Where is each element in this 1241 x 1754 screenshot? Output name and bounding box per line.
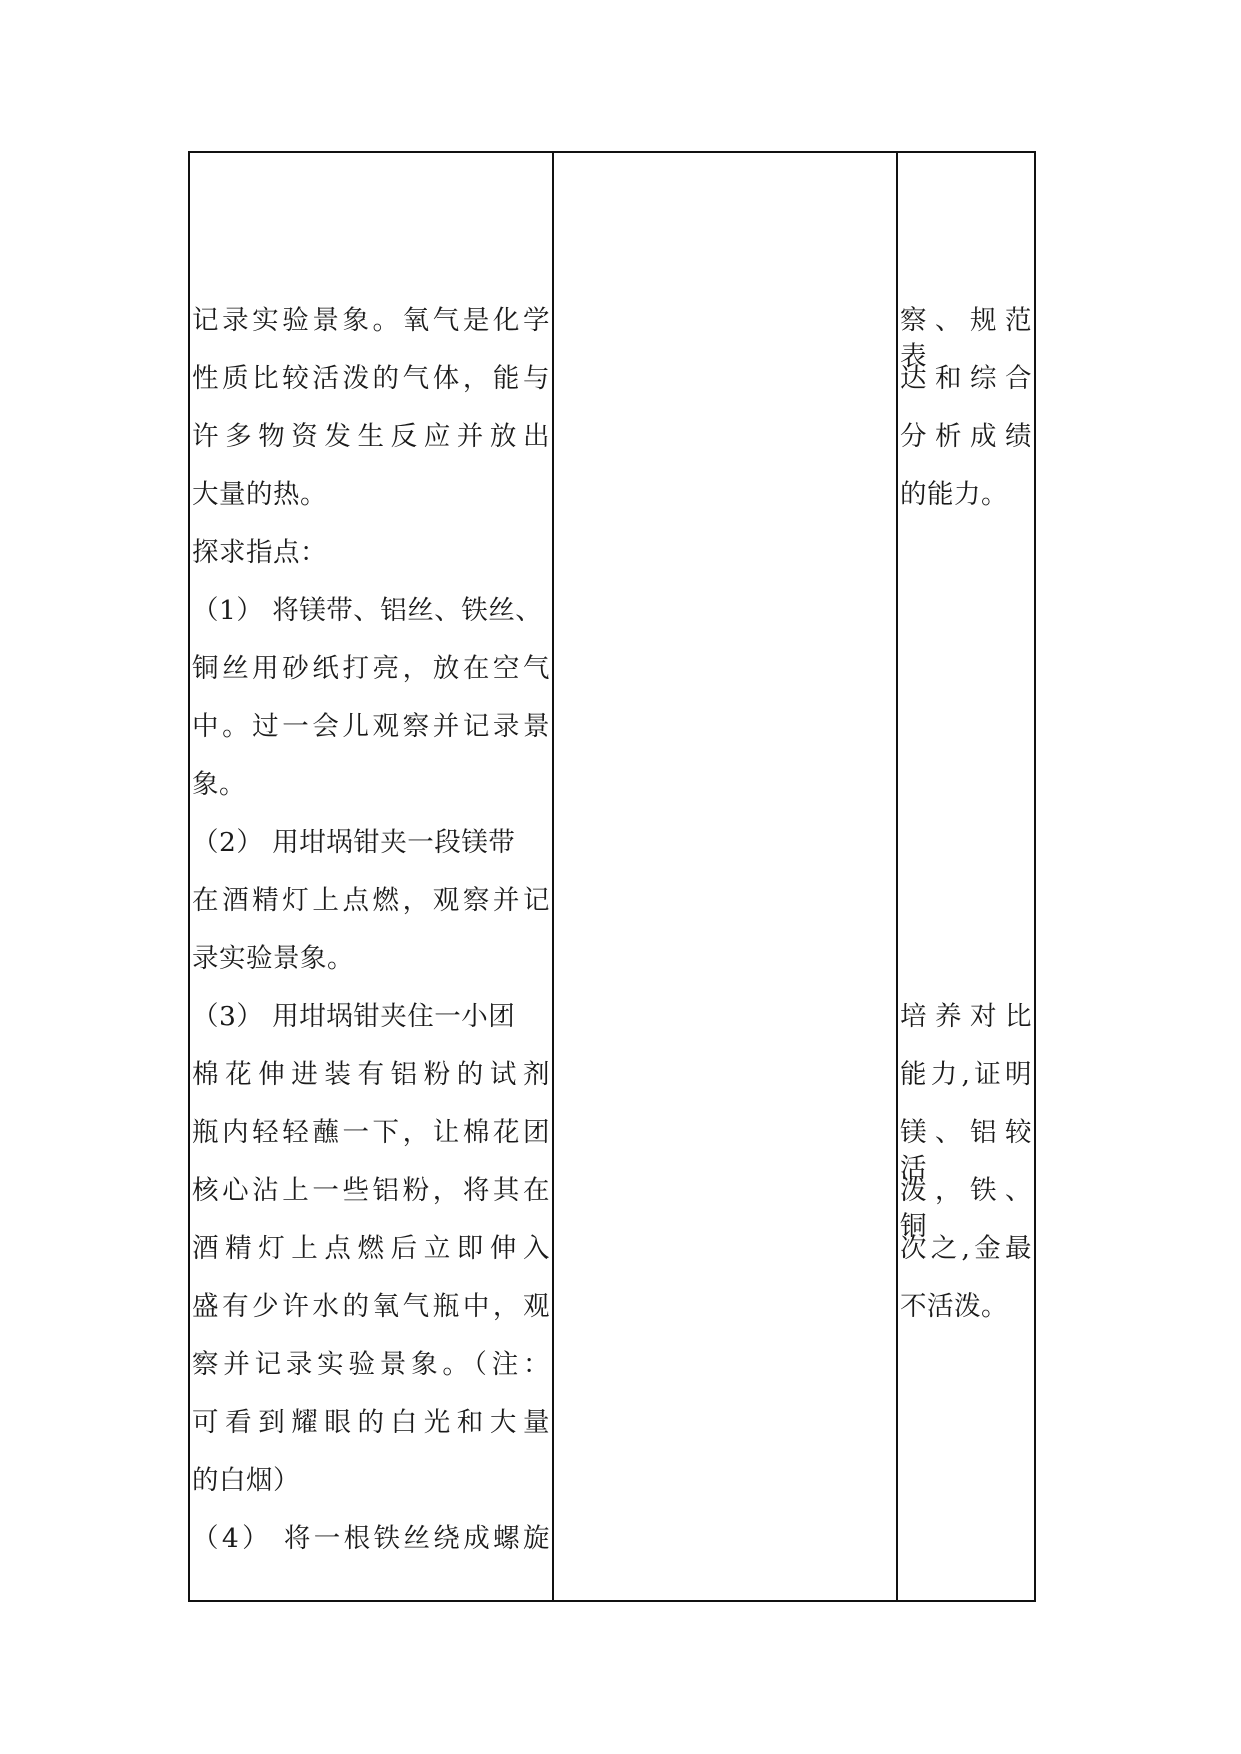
content-line: 象。 bbox=[192, 769, 246, 800]
objective-line: 培养对比 bbox=[900, 1001, 1032, 1032]
content-line: （1） 将镁带、铝丝、铁丝、 bbox=[192, 595, 543, 626]
content-line: 可看到耀眼的白光和大量 bbox=[192, 1407, 550, 1438]
objective-line: 察、规范表 bbox=[900, 305, 1032, 372]
objective-line: 的能力。 bbox=[900, 479, 1008, 510]
objective-line: 次之,金最 bbox=[900, 1233, 1032, 1264]
objective-line: 不活泼。 bbox=[900, 1291, 1008, 1322]
table-column-empty bbox=[554, 153, 898, 1600]
content-line: 探求指点： bbox=[192, 537, 327, 568]
objective-line: 泼，铁、铜 bbox=[900, 1175, 1032, 1242]
lesson-table bbox=[188, 151, 1036, 1602]
content-line: 铜丝用砂纸打亮，放在空气 bbox=[192, 653, 550, 684]
table-column-objectives bbox=[898, 153, 1034, 1600]
content-line: 记录实验景象。氧气是化学 bbox=[192, 305, 550, 336]
content-line: 盛有少许水的氧气瓶中，观 bbox=[192, 1291, 550, 1322]
content-line: 酒精灯上点燃后立即伸入 bbox=[192, 1233, 550, 1264]
objective-line: 能力,证明 bbox=[900, 1059, 1032, 1090]
content-line: （2） 用坩埚钳夹一段镁带 bbox=[192, 827, 516, 858]
content-line: 中。过一会儿观察并记录景 bbox=[192, 711, 550, 742]
objective-line: 分析成绩 bbox=[900, 421, 1032, 452]
content-line: 性质比较活泼的气体，能与 bbox=[192, 363, 550, 394]
content-line: （4） 将一根铁丝绕成螺旋 bbox=[192, 1523, 550, 1554]
content-line: 在酒精灯上点燃，观察并记 bbox=[192, 885, 550, 916]
content-line: 的白烟） bbox=[192, 1465, 300, 1496]
content-line: 察并记录实验景象。（注： bbox=[192, 1349, 550, 1380]
content-line: 录实验景象。 bbox=[192, 943, 354, 974]
content-line: 棉花伸进装有铝粉的试剂 bbox=[192, 1059, 550, 1090]
table-column-content bbox=[190, 153, 554, 1600]
content-line: （3） 用坩埚钳夹住一小团 bbox=[192, 1001, 516, 1032]
content-line: 许多物资发生反应并放出 bbox=[192, 421, 550, 452]
content-line: 大量的热。 bbox=[192, 479, 327, 510]
content-line: 核心沾上一些铝粉，将其在 bbox=[192, 1175, 550, 1206]
content-line: 瓶内轻轻蘸一下，让棉花团 bbox=[192, 1117, 550, 1148]
objective-line: 达和综合 bbox=[900, 363, 1032, 394]
objective-line: 镁、铝较活 bbox=[900, 1117, 1032, 1184]
